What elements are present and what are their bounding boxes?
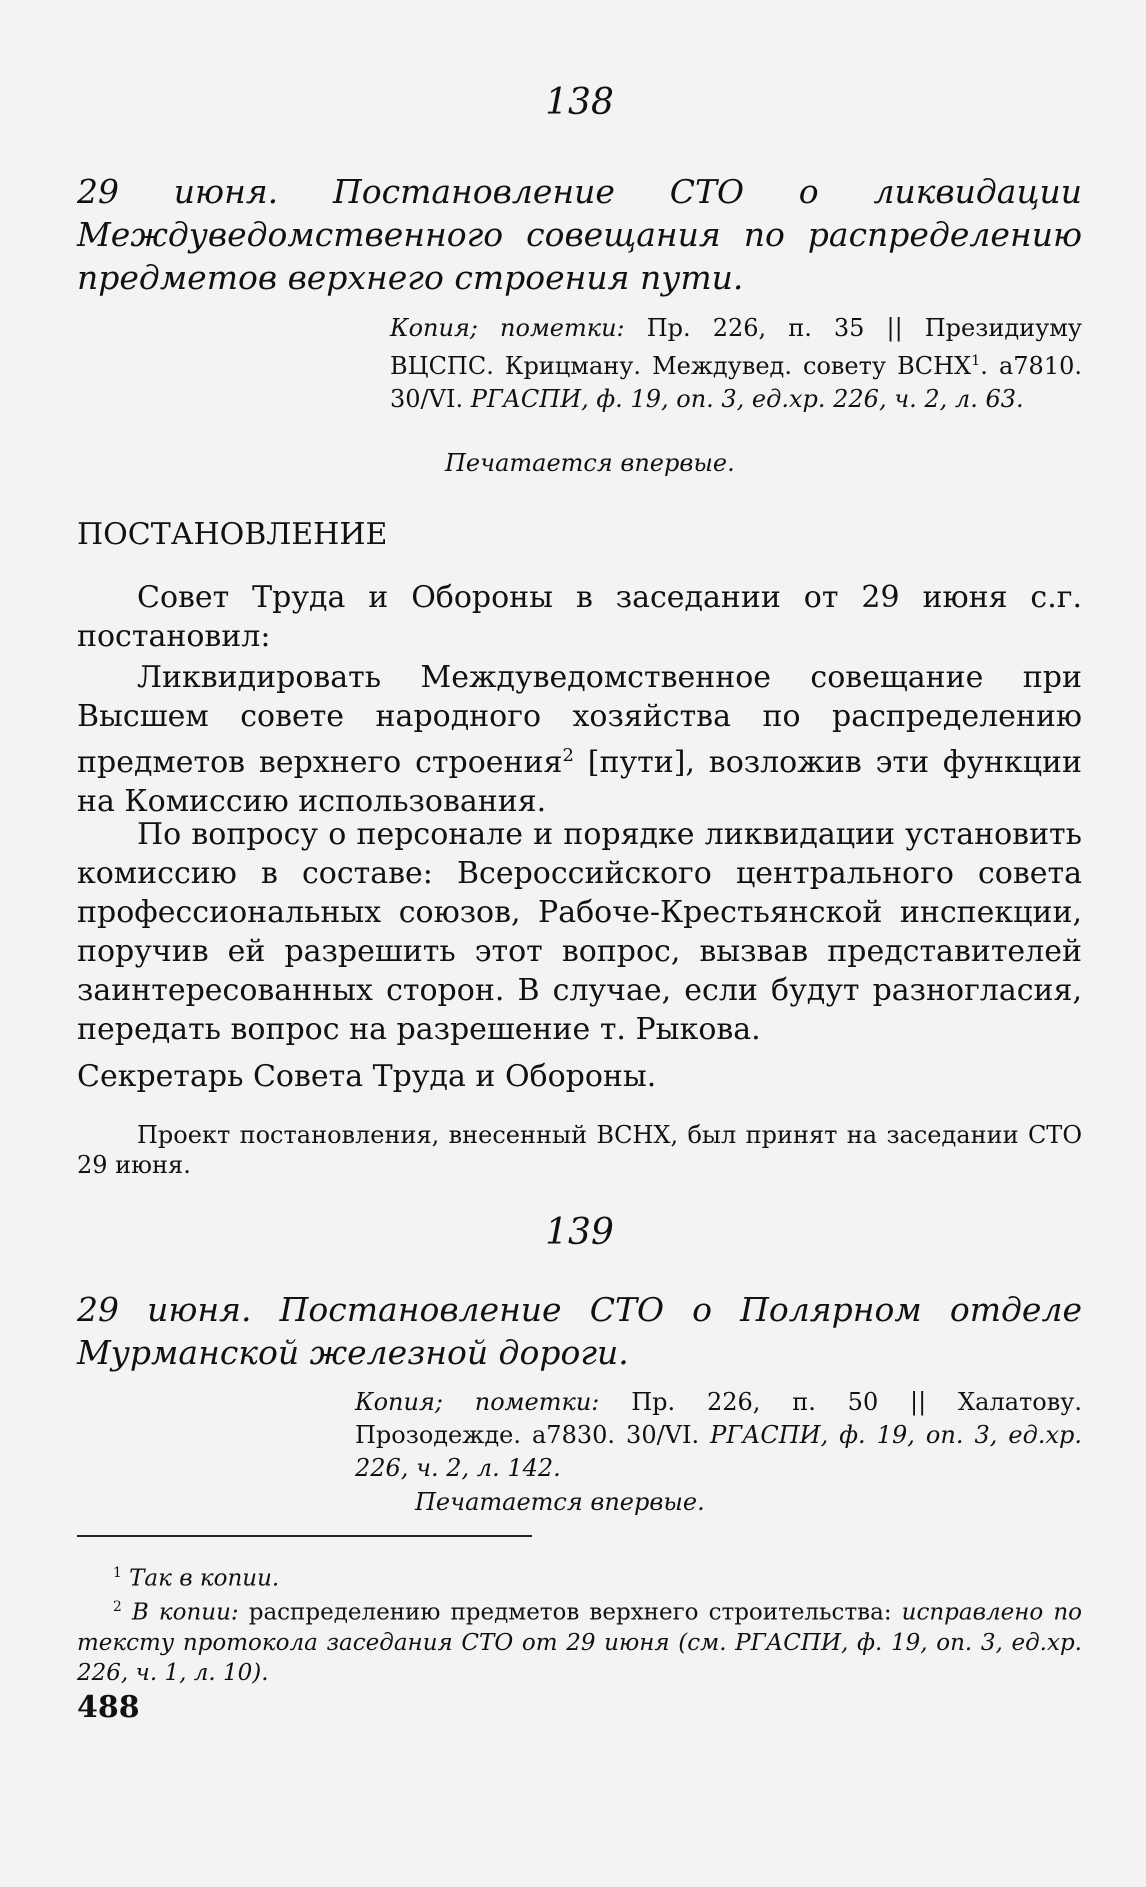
meta-archive: РГАСПИ, ф. 19, оп. 3, ед.хр. 226, ч. 2, л. 63. — [470, 385, 1024, 413]
document-heading-139: 29 июня. Постановление СТО о Полярном отделе Мурманской железной дороги. — [77, 1290, 1082, 1372]
page-number: 488 — [77, 1690, 140, 1725]
footnote-divider — [77, 1535, 532, 1537]
document-number-138: 138 — [545, 82, 614, 123]
footnote-1 — [77, 1558, 1082, 1594]
decree-title: ПОСТАНОВЛЕНИЕ — [77, 517, 388, 552]
footnote-label: В копии: — [131, 1599, 239, 1626]
paragraph-2 — [77, 658, 1082, 821]
meta-archive: РГАСПИ, ф. 19, оп. 3, ед.хр. 226, ч. 2, л. 142. — [355, 1421, 1083, 1482]
document-number-139: 139 — [545, 1212, 614, 1253]
footnote-text: распределению предметов верхнего строительства: — [238, 1599, 902, 1626]
meta-label: Копия; пометки: — [355, 1388, 600, 1416]
printed-first-138: Печатается впервые. — [445, 449, 735, 477]
meta-ref: . а7810. 30/VI. — [390, 352, 1082, 413]
document-meta-138 — [390, 312, 1082, 416]
footnote-mark: 2 — [113, 1599, 122, 1615]
footnote-2 — [77, 1592, 1082, 1688]
printed-first-139: Печатается впервые. — [415, 1488, 705, 1516]
footnote-mark: 1 — [113, 1565, 122, 1581]
paragraph-2-text-b: [пути], возложив эти функции на Комиссию использования. — [77, 745, 1083, 819]
paragraph-1: Совет Труда и Обороны в заседании от 29 июня с.г. постановил: — [77, 580, 1082, 654]
document-meta-139 — [355, 1386, 1082, 1485]
footnote-text: Так в копии. — [129, 1565, 280, 1592]
meta-text: Пр. 226, п. 35 || Президиуму ВЦСПС. Крицману. Междувед. совету ВСНХ — [390, 314, 1082, 380]
footnote-correction: исправлено по тексту протокола заседания СТО от 29 июня (см. РГАСПИ, ф. 19, оп. 3, ед.хр. 226, ч. 1, л. 10). — [77, 1599, 1083, 1686]
paragraph-2-text-a: Ликвидировать Междуведомственное совещание при Высшем совете народного хозяйства по распределению предметов верхнего строения — [77, 660, 1082, 780]
footnote-ref-1: 1 — [971, 353, 981, 369]
document-heading-138: 29 июня. Постановление СТО о ликвидации Междуведомственного совещания по распределению предметов верхнего строения пути. — [77, 172, 1082, 297]
signature: Секретарь Совета Труда и Обороны. — [77, 1059, 657, 1094]
editorial-note: Проект постановления, внесенный ВСНХ, был принят на заседании СТО 29 июня. — [77, 1121, 1082, 1179]
meta-text: Пр. 226, п. 50 || Халатову. Прозодежде. а7830. 30/VI. — [355, 1388, 1082, 1449]
paragraph-3: По вопросу о персонале и порядке ликвидации установить комиссию в составе: Всероссийского центрального совета профессиональных союзов, Рабоче-Крестьянской инспекции, поручив ей разрешить этот вопрос, вызвав представителей заинтересованных сторон. В случае, если будут разногласия, передать вопрос на разрешение т. Рыкова. — [77, 817, 1082, 1047]
meta-label: Копия; пометки: — [390, 314, 625, 342]
footnote-ref-2: 2 — [562, 745, 574, 766]
